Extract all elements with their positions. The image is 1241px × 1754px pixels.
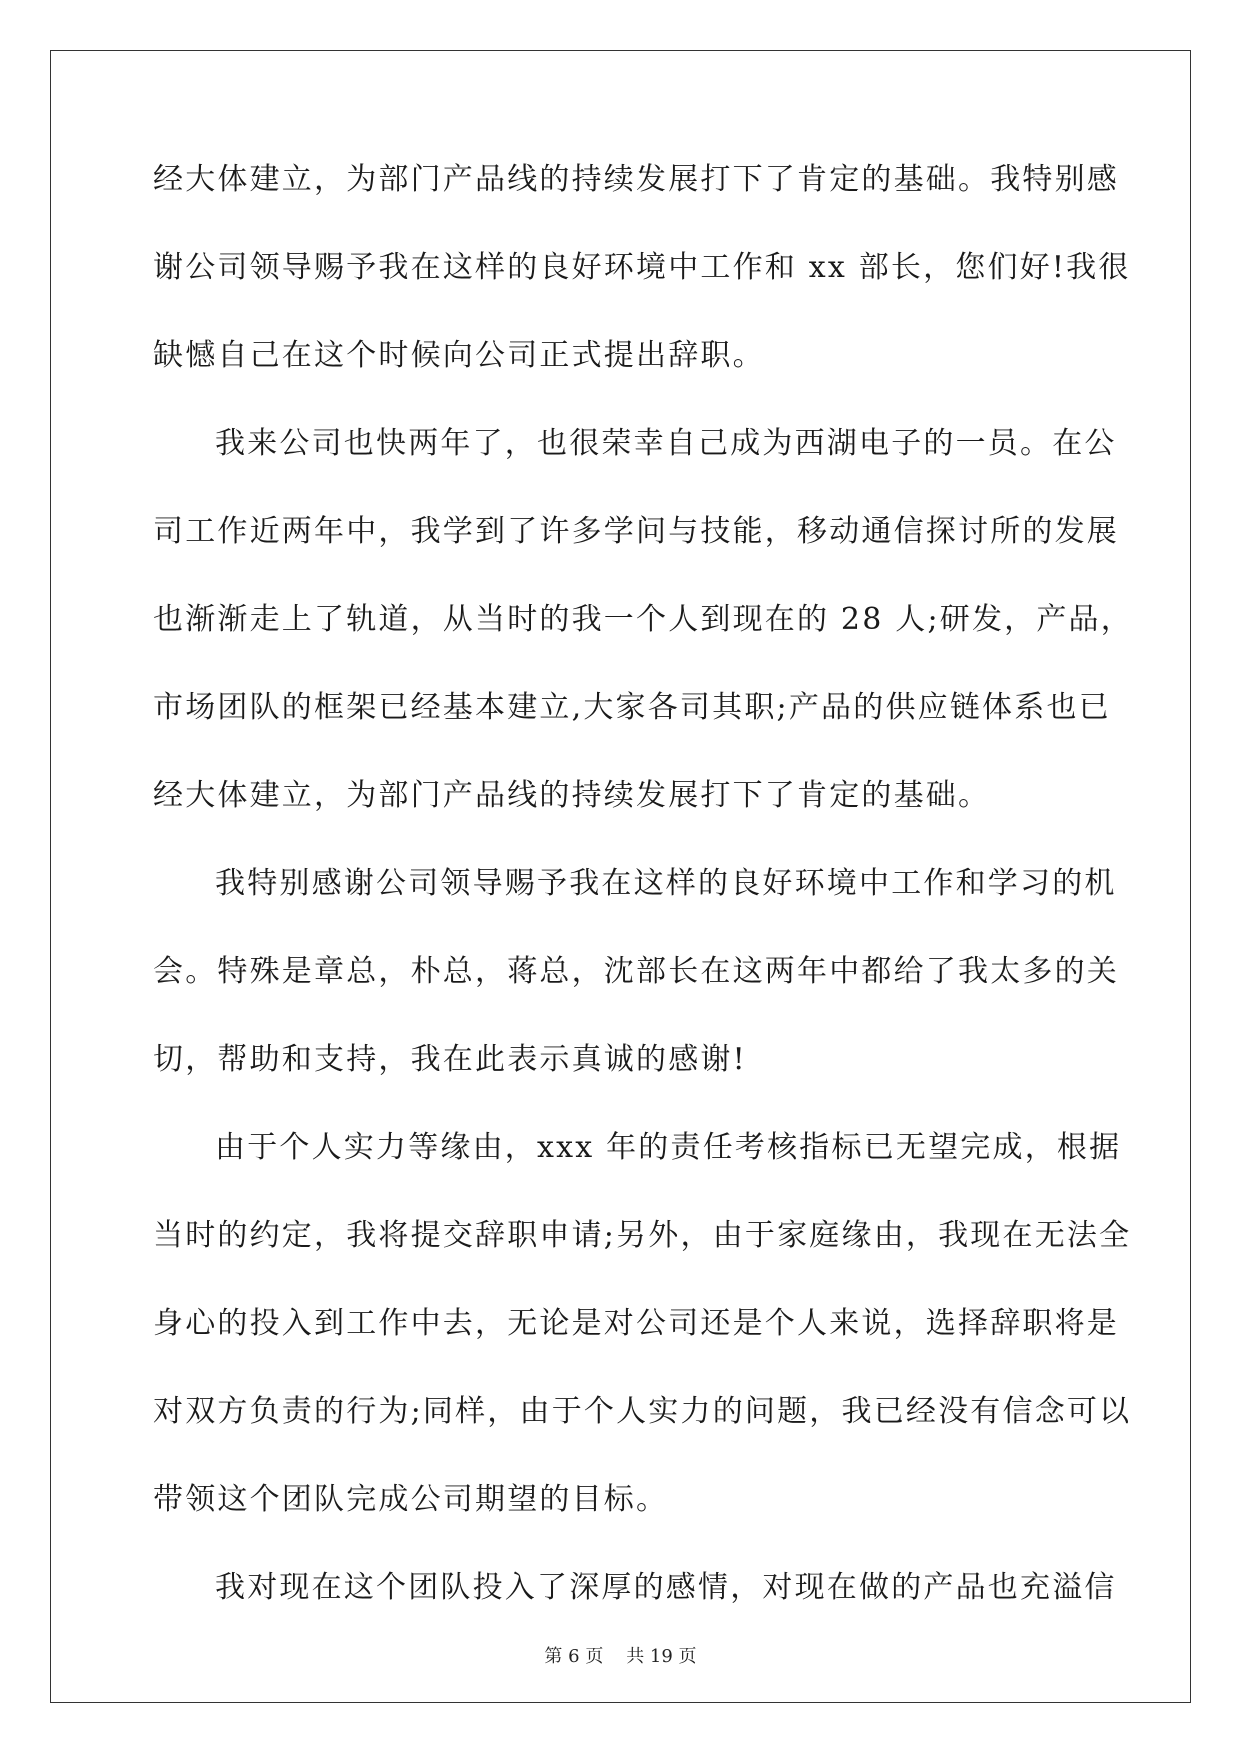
text-line: 缺憾自己在这个时候向公司正式提出辞职。 — [153, 338, 765, 373]
page-number: 第 6 页 共 19 页 — [544, 1646, 697, 1667]
text-line: 我来公司也快两年了，也很荣幸自己成为西湖电子的一员。在公 — [215, 426, 1117, 461]
text-line: 由于个人实力等缘由，xxx 年的责任考核指标已无望完成，根据 — [215, 1130, 1122, 1165]
text-line: 我特别感谢公司领导赐予我在这样的良好环境中工作和学习的机 — [215, 866, 1117, 901]
text-line: 经大体建立，为部门产品线的持续发展打下了肯定的基础。 — [153, 778, 991, 813]
text-line: 切，帮助和支持，我在此表示真诚的感谢! — [153, 1042, 747, 1077]
text-line: 司工作近两年中，我学到了许多学问与技能，移动通信探讨所的发展 — [153, 514, 1119, 549]
text-line: 谢公司领导赐予我在这样的良好环境中工作和 xx 部长，您们好!我很 — [153, 250, 1131, 285]
text-line: 带领这个团队完成公司期望的目标。 — [153, 1482, 669, 1517]
text-line: 身心的投入到工作中去，无论是对公司还是个人来说，选择辞职将是 — [153, 1306, 1119, 1341]
text-line: 市场团队的框架已经基本建立,大家各司其职;产品的供应链体系也已 — [153, 690, 1111, 725]
text-line: 会。特殊是章总，朴总，蒋总，沈部长在这两年中都给了我太多的关 — [153, 954, 1119, 989]
text-line: 我对现在这个团队投入了深厚的感情，对现在做的产品也充溢信 — [215, 1570, 1117, 1605]
text-line: 当时的约定，我将提交辞职申请;另外，由于家庭缘由，我现在无法全 — [153, 1218, 1132, 1253]
text-line: 对双方负责的行为;同样，由于个人实力的问题，我已经没有信念可以 — [153, 1394, 1132, 1429]
document-body — [153, 160, 1133, 1656]
text-line: 经大体建立，为部门产品线的持续发展打下了肯定的基础。我特别感 — [153, 162, 1119, 197]
text-line: 也渐渐走上了轨道，从当时的我一个人到现在的 28 人;研发，产品， — [153, 602, 1133, 637]
